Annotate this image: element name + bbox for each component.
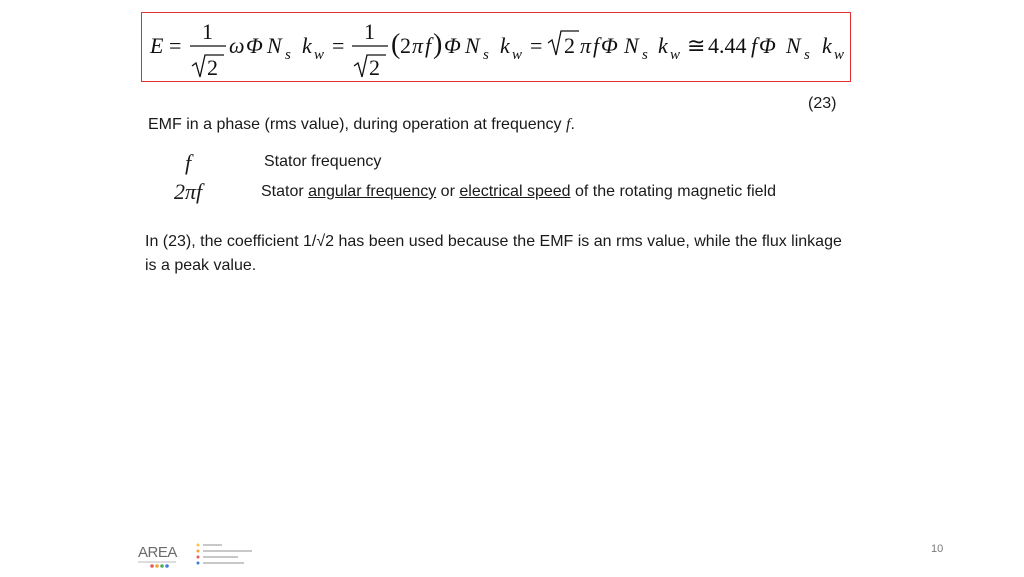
eq-two-1: 2 <box>400 33 411 58</box>
eq-equals-2: = <box>332 33 345 58</box>
eq-sub-w-2: w <box>512 47 523 63</box>
eq-approx: ≅ <box>687 33 706 58</box>
eq-equals-1: = <box>169 33 182 58</box>
eq-N-1: N <box>267 33 282 58</box>
eq-sub-w-4: w <box>834 47 845 63</box>
eq-lparen: ( <box>391 29 401 60</box>
eq-N-3: N <box>624 33 639 58</box>
eq-pi-2: π <box>580 33 592 58</box>
eq-frac2-den: 2 <box>369 55 380 80</box>
eq-phi-1: Φ <box>246 33 263 58</box>
eq-N-2: N <box>465 33 480 58</box>
eq-rparen: ) <box>433 29 443 60</box>
eq-sub-s-3: s <box>642 47 648 63</box>
caption-text: EMF in a phase (rms value), during operation at frequency <box>148 116 566 133</box>
eq-phi-2: Φ <box>444 33 461 58</box>
eq-k-1: k <box>302 33 312 58</box>
eq-omega: ω <box>229 33 245 58</box>
eq-k-3: k <box>658 33 668 58</box>
page-number: 10 <box>931 543 944 555</box>
eq-f-2: f <box>593 33 600 58</box>
eq-sub-s-1: s <box>285 47 291 63</box>
eq-f-1: f <box>425 33 432 58</box>
eq-N-4: N <box>786 33 801 58</box>
eq-f-3: f <box>751 33 758 58</box>
equation-number: (23) <box>808 95 837 112</box>
eq-frac1-den: 2 <box>207 55 218 80</box>
eq-sub-w-1: w <box>314 47 325 63</box>
eq-frac2-num: 1 <box>364 19 375 44</box>
angular-frequency-link[interactable]: angular frequency <box>308 183 437 200</box>
definition-2pif <box>261 183 776 201</box>
def-mid: or <box>436 183 460 200</box>
eq-sqrt3-two: 2 <box>564 33 575 58</box>
emf-caption <box>148 116 575 134</box>
symbol-f: f <box>185 150 192 175</box>
eq-frac1-num: 1 <box>202 19 213 44</box>
eq-phi-4: Φ <box>759 33 776 58</box>
area-logo <box>138 540 268 577</box>
eq-sub-s-2: s <box>483 47 489 63</box>
eq-sub-s-4: s <box>804 47 810 63</box>
logo-graphic <box>138 540 268 572</box>
note-paragraph: In (23), the coefficient 1/√2 has been used because the EMF is an rms value, while the flux linkage is a peak value. <box>145 233 842 274</box>
emf-equation <box>142 13 852 83</box>
definition-f: Stator frequency <box>264 153 382 170</box>
eq-k-4: k <box>822 33 832 58</box>
def-suffix: of the rotating magnetic field <box>570 183 776 200</box>
eq-coeff: 4.44 <box>708 33 747 58</box>
equation-box <box>141 12 851 82</box>
eq-sub-w-3: w <box>670 47 681 63</box>
electrical-speed-link[interactable]: electrical speed <box>459 183 571 200</box>
eq-k-2: k <box>500 33 510 58</box>
caption-end: . <box>570 116 575 133</box>
logo-wordmark: AREA <box>138 544 177 561</box>
caption-f: f <box>565 116 571 133</box>
def-prefix: Stator <box>261 183 309 200</box>
eq-pi-1: π <box>412 33 424 58</box>
symbol-2pif: 2πf <box>174 179 203 204</box>
eq-equals-3: = <box>530 33 543 58</box>
eq-phi-3: Φ <box>601 33 618 58</box>
eq-lhs: E <box>150 33 164 58</box>
